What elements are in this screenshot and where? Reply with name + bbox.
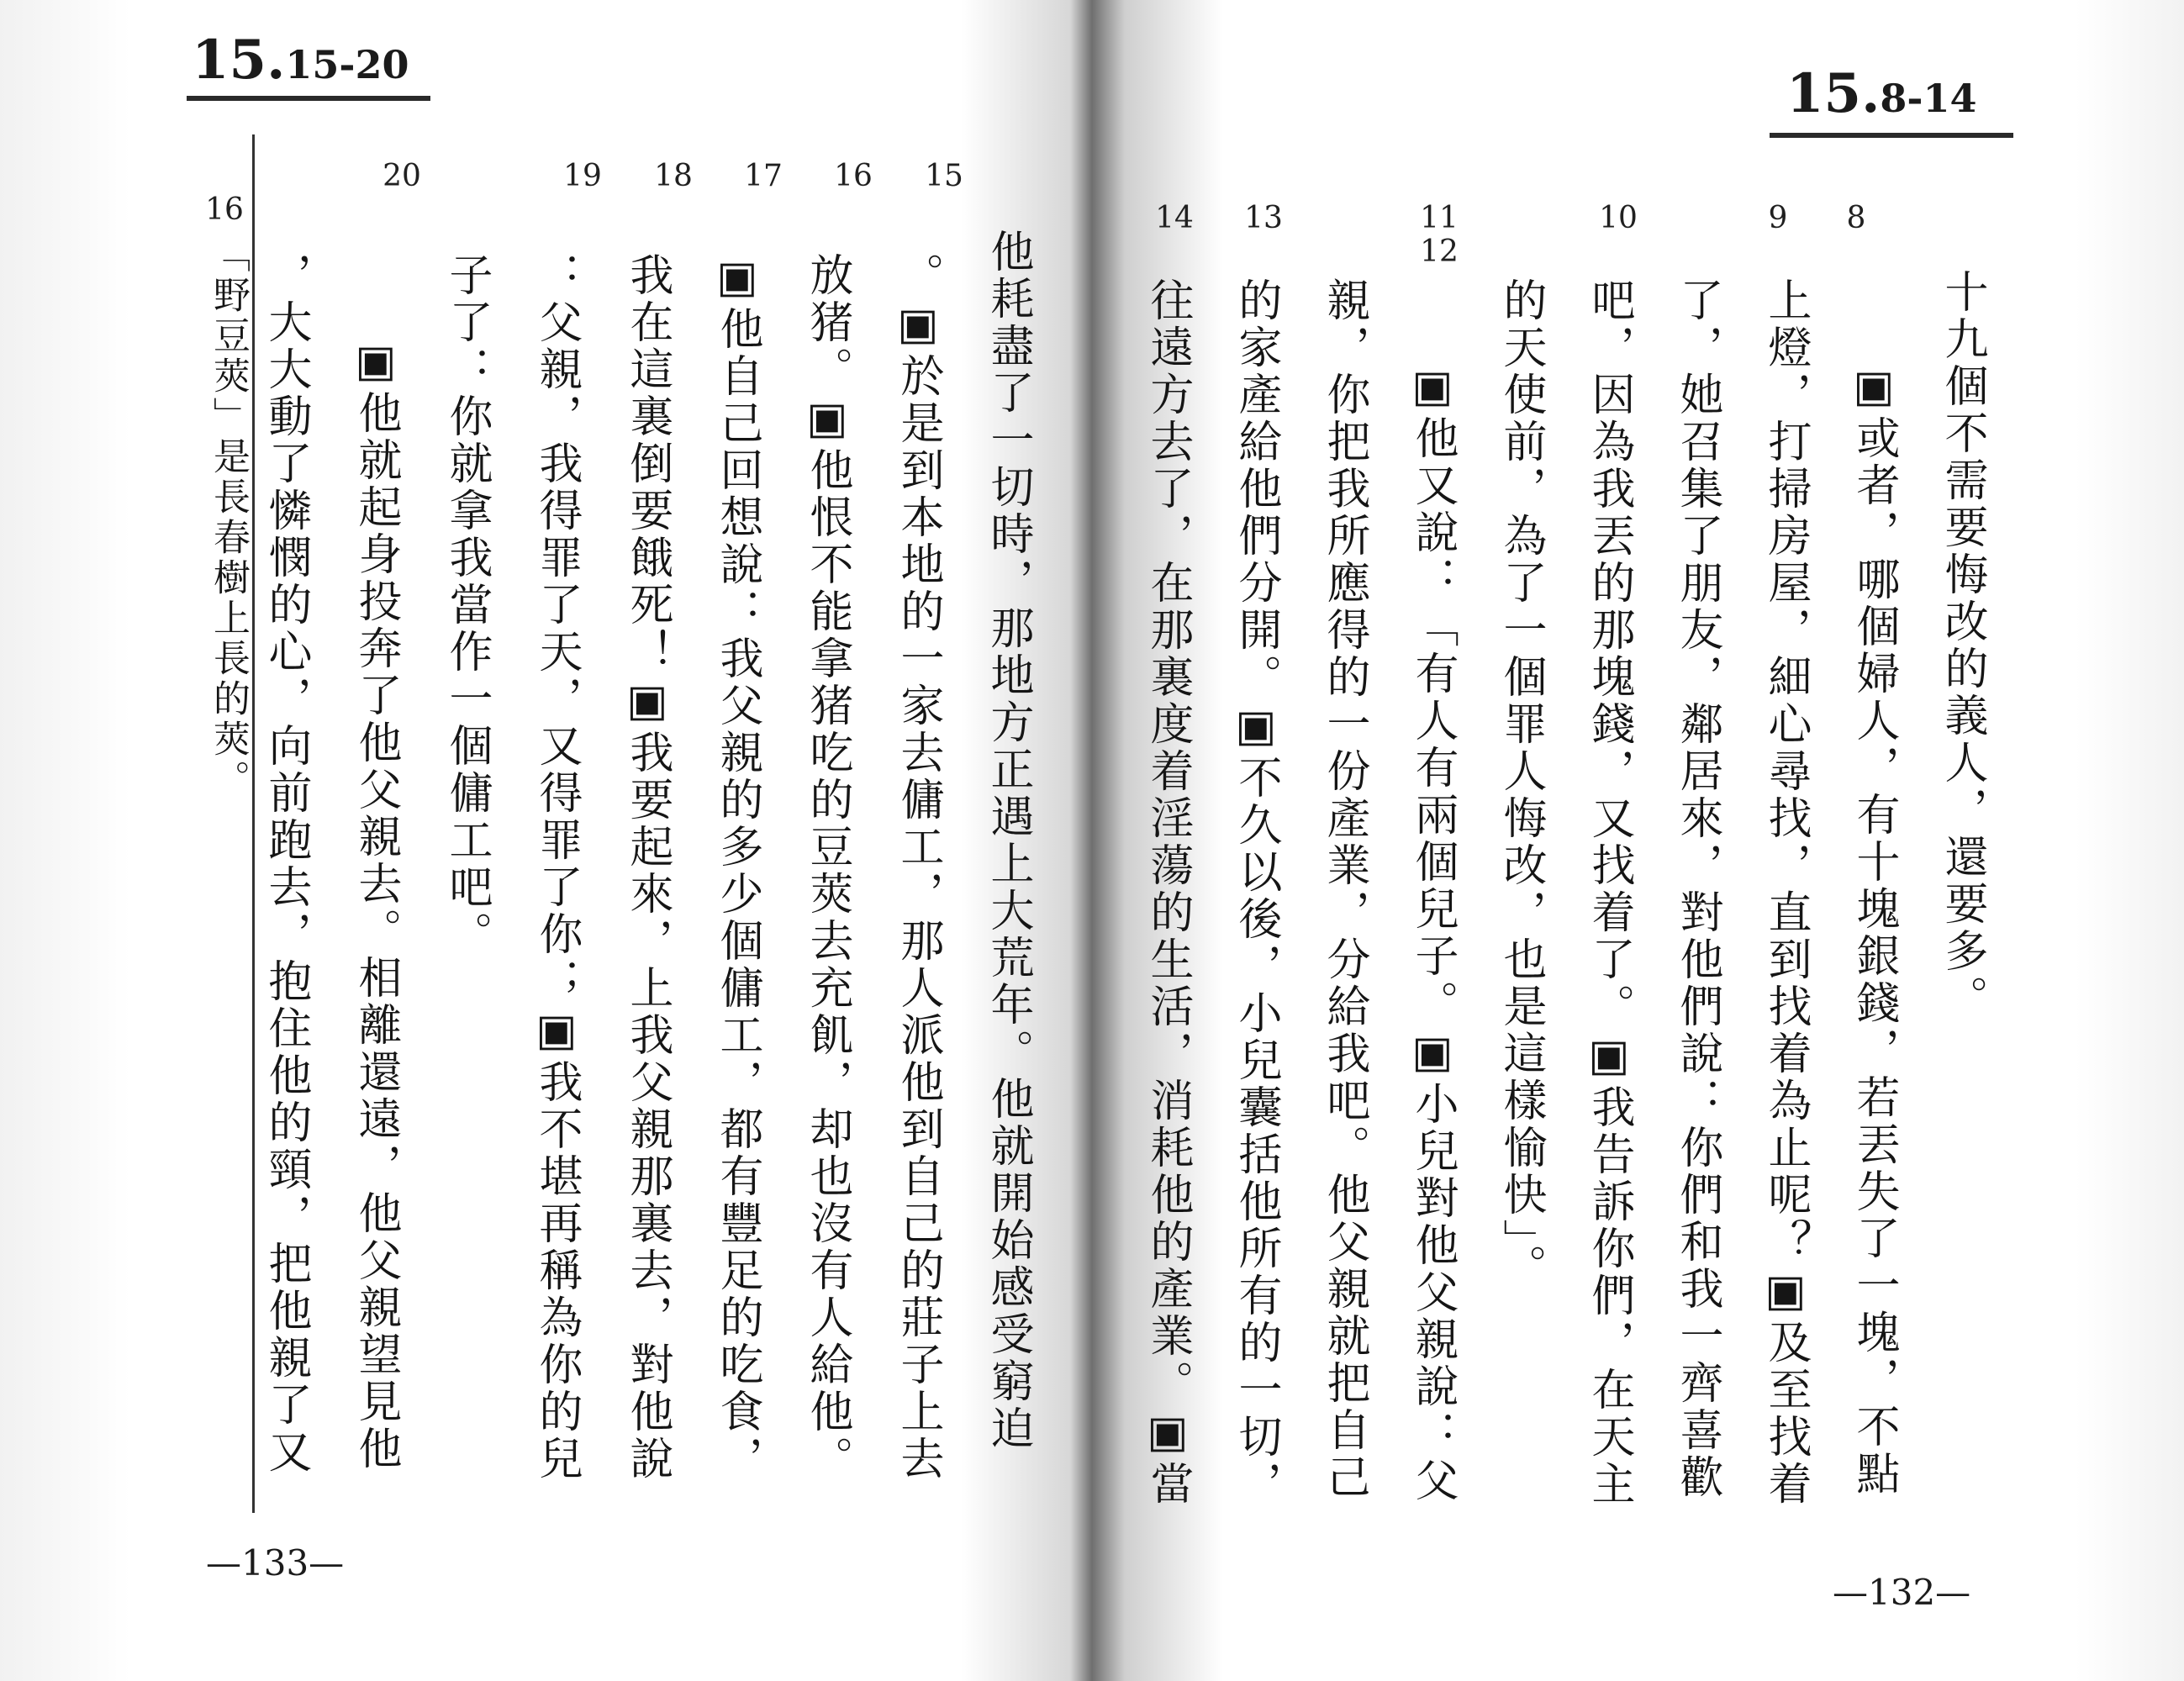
page-number: —133— [206, 1542, 345, 1584]
text-column: ，大大動了憐憫的心，向前跑去，抱住他的頸，把他親了又 [261, 252, 311, 1476]
verse-label: 17 [744, 159, 783, 193]
text-column: ▣他就起身投奔了他父親去。相離還遠，他父親望見他 [351, 336, 401, 1473]
text-column: 的天使前，為了一個罪人悔改，也是這樣愉快」。 [1496, 277, 1546, 1291]
chapter-number: 15. [192, 29, 286, 92]
verse-label: 13 [1244, 201, 1283, 235]
text-column: 的家產給他們分開。▣不久以後，小兒囊括他所有的一切， [1231, 277, 1281, 1508]
text-column: 我在這裏倒要餓死！▣我要起來，上我父親那裏去，對他說 [622, 252, 673, 1483]
verse-label: 8 [1846, 201, 1866, 235]
verse-label: 15 [925, 159, 963, 193]
text-column: 。▣於是到本地的一家去傭工，那人派他到自己的莊子上去 [893, 252, 943, 1483]
verse-label: 19 [563, 159, 602, 193]
page-number: —132— [1833, 1572, 1971, 1613]
text-column: ▣或者，哪個婦人，有十塊銀錢，若丟失了一塊，不點 [1849, 361, 1899, 1498]
verse-label: 10 [1599, 201, 1638, 235]
header-rule [187, 96, 430, 101]
verse-range: 15-20 [285, 42, 409, 87]
chapter-reference [192, 29, 409, 92]
text-column: 往遠方去了，在那裏度着淫蕩的生活，消耗他的產業。▣當 [1142, 277, 1193, 1508]
text-column: ▣他自己回想說：我父親的多少個傭工，都有豐足的吃食， [712, 252, 762, 1483]
footnote-number: 16 [205, 192, 244, 227]
verse-label: 9 [1768, 201, 1788, 235]
text-column: 了，她召集了朋友，鄰居來，對他們說：你們和我一齊喜歡 [1672, 277, 1722, 1501]
verse-label: 14 [1155, 201, 1194, 235]
text-column: 子了：你就拿我當作一個傭工吧。 [441, 252, 492, 958]
footnote-divider [252, 134, 255, 1513]
text-column: 親，你把我所應得的一份產業，分給我吧。他父親就把自己 [1319, 277, 1369, 1501]
verse-range: 8-14 [1880, 76, 1977, 121]
verse-label: 16 [834, 159, 873, 193]
text-column: 上燈，打掃房屋，細心尋找，直到找着為止呢？▣及至找着 [1760, 277, 1811, 1508]
text-column: ：父親，我得罪了天，又得罪了你；▣我不堪再稱為你的兒 [531, 252, 582, 1483]
text-column: 他耗盡了一切時，那地方正遇上大荒年。他就開始感受窮迫 [983, 229, 1033, 1452]
header-rule [1770, 133, 2013, 138]
verse-label: 18 [654, 159, 693, 193]
footnote-text: 「野豆莢」是長春樹上長的莢。 [207, 235, 250, 800]
chapter-number: 15. [1786, 62, 1881, 125]
left-page [0, 0, 1084, 1681]
right-page [1093, 0, 2184, 1681]
text-column: ▣他又說：「有人有兩個兒子。▣小兒對他父親說：父 [1407, 361, 1458, 1504]
chapter-reference [1786, 62, 1977, 125]
text-column: 吧，因為我丟的那塊錢，又找着了。▣我告訴你們，在天主 [1584, 277, 1634, 1508]
verse-label: 11 12 [1420, 201, 1459, 269]
text-column: 十九個不需要悔改的義人，還要多。 [1937, 269, 1987, 1022]
verse-label: 20 [382, 159, 421, 193]
text-column: 放猪。▣他恨不能拿猪吃的豆莢去充飢，却也沒有人給他。 [802, 252, 852, 1483]
